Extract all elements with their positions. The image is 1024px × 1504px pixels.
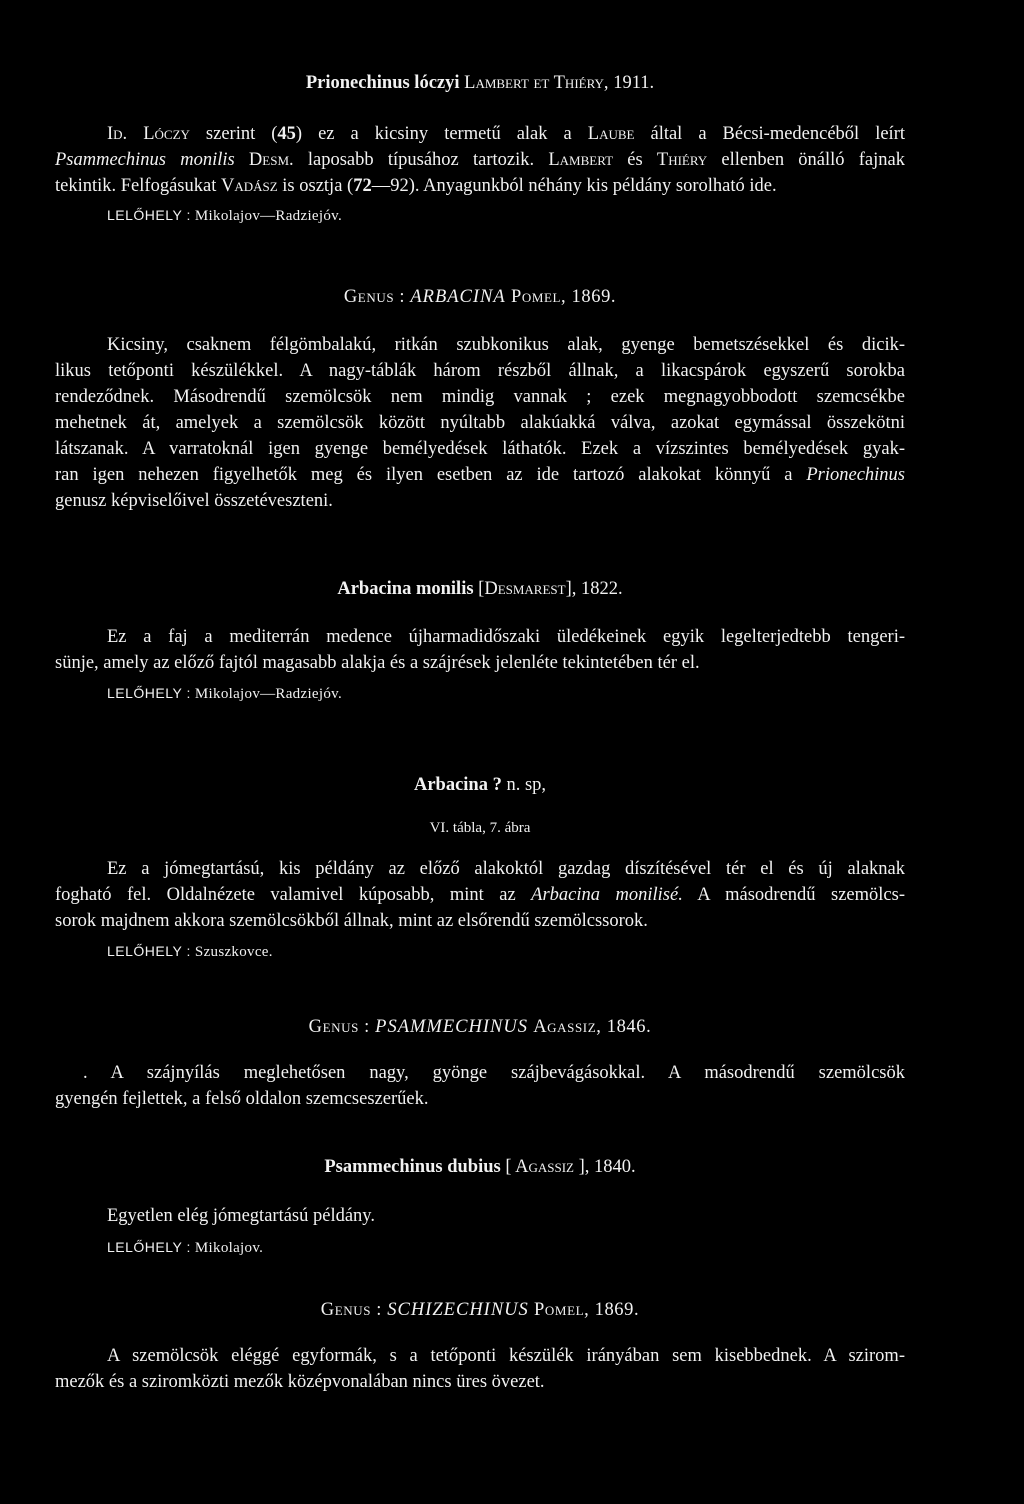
- genus-name: SCHIZECHINUS: [387, 1300, 529, 1320]
- species-authors: [ Agassiz ],: [505, 1157, 590, 1177]
- text-line: mehetnek át, amelyek a szemölcsök között nyúltabb alakúakká válva, azokat egymással összekötni: [55, 413, 905, 433]
- locality-row: [107, 1236, 263, 1259]
- species-name: Psammechinus dubius: [324, 1157, 501, 1177]
- text-fragment: A másodrendű szemölcs-: [697, 885, 905, 905]
- locality-label: LELŐHELY :: [107, 685, 191, 701]
- species-name: Arbacina monilis: [337, 579, 474, 599]
- genus-author: Pomel,: [510, 287, 567, 307]
- text-line: . A szájnyílás meglehetősen nagy, gyönge szájbevágásokkal. A másodrendű szemölcsök: [83, 1063, 905, 1083]
- text-line: tekintik. Felfogásukat Vadász is osztja (72—92). Anyagunkból néhány kis példány sorolható ide.: [55, 176, 777, 196]
- paragraph-arbacina-monilis: [55, 624, 905, 676]
- text-line: látszanak. A varratoknál igen gyenge bemélyedések láthatók. Ezek a vízszintes bemélyedések gyak-: [55, 439, 905, 459]
- plate-reference: VI. tábla, 7. ábra: [429, 820, 531, 836]
- genus-heading-psammechinus: [55, 1014, 905, 1040]
- species-heading-psammechinus-dubius: [55, 1154, 905, 1180]
- genus-name: PSAMMECHINUS: [375, 1017, 528, 1037]
- paragraph-arbacina-nsp: [55, 856, 905, 934]
- text-line: Psammechinus monilis Desm. laposabb típusához tartozik. Lambert és Thiéry ellenben önálló fajnak: [55, 150, 905, 170]
- locality-row: [107, 682, 342, 705]
- species-name: Prionechinus lóczyi: [305, 73, 460, 93]
- genus-prefix: Genus :: [308, 1017, 370, 1037]
- text-line: likus tetőponti készülékkel. A nagy-táblák három részből állnak, a likacspárok egyszerű sorokba: [55, 361, 905, 381]
- text-line: [55, 462, 905, 488]
- species-heading-arbacina-nsp: [55, 772, 905, 798]
- genus-heading-schizechinus: [55, 1297, 905, 1323]
- text-line: sorok majdnem akkora szemölcsökből állnak, mint az elsőrendű szemölcssorok.: [55, 911, 648, 931]
- paragraph-genus-psammechinus: [55, 1060, 905, 1112]
- species-name: Arbacina ?: [413, 775, 502, 795]
- text-line: Egyetlen elég jómegtartású példány.: [107, 1206, 375, 1226]
- locality-label: LELŐHELY :: [107, 943, 191, 959]
- text-line: Ez a jómegtartású, kis példány az előző alakoktól gazdag díszítésével tér el és új alaknak: [107, 859, 905, 879]
- text-line: mezők és a sziromközti mezők középvonalában nincs üres övezet.: [55, 1372, 545, 1392]
- text-line: gyengén fejlettek, a felső oldalon szemcseszerűek.: [55, 1089, 429, 1109]
- species-authors: Lambert et Thiéry,: [464, 73, 609, 93]
- text-line: sünje, amely az előző fajtól magasabb alakja és a szájrések jelenléte tekintetében tér el.: [55, 653, 700, 673]
- text-fragment: ran igen nehezen figyelhetők meg és ilyen esetben az ide tartozó alakokat könnyű a: [55, 465, 793, 485]
- paragraph-prionechinus: [55, 121, 905, 199]
- text-line: genusz képviselőivel összetéveszteni.: [55, 491, 333, 511]
- locality-value: Szuszkovce.: [194, 944, 273, 960]
- text-line: A szemölcsök eléggé egyformák, s a tetőponti készülék irányában sem kisebbednek. A szirom-: [107, 1346, 905, 1366]
- text-line: Ez a faj a mediterrán medence újharmadidőszaki üledékeinek egyik legelterjedtebb tengeri-: [107, 627, 905, 647]
- italic-genus-name: Prionechinus: [806, 465, 906, 485]
- species-heading-prionechinus: [55, 70, 905, 96]
- genus-year: 1869.: [571, 287, 617, 307]
- genus-prefix: Genus :: [343, 287, 406, 307]
- genus-author: Pomel,: [534, 1300, 590, 1320]
- genus-year: 1869.: [594, 1300, 640, 1320]
- paragraph-psammechinus-dubius: [55, 1203, 905, 1229]
- genus-heading-arbacina: [55, 284, 905, 310]
- text-line: Id. Lóczy szerint (45) ez a kicsiny termetű alak a Laube által a Bécsi-medencéből leírt: [107, 124, 905, 144]
- species-year: 1840.: [594, 1157, 636, 1177]
- text-fragment: fogható fel. Oldalnézete valamivel kúposabb, mint az: [55, 885, 516, 905]
- species-year: 1822.: [581, 579, 623, 599]
- genus-year: 1846.: [606, 1017, 652, 1037]
- text-line: [55, 882, 905, 908]
- locality-value: Mikolajov.: [194, 1240, 264, 1256]
- paragraph-genus-arbacina: [55, 332, 905, 514]
- species-suffix: n. sp,: [506, 775, 547, 795]
- species-year: 1911.: [613, 73, 655, 93]
- text-line: rendeződnek. Másodrendű szemölcsök nem mindig vannak ; ezek megnagyobbodott szemcsékbe: [55, 387, 905, 407]
- locality-row: [107, 204, 342, 227]
- italic-species-name: Arbacina monilisé.: [531, 885, 683, 905]
- locality-label: LELŐHELY :: [107, 1239, 191, 1255]
- paragraph-genus-schizechinus: [55, 1343, 905, 1395]
- locality-row: [107, 940, 273, 963]
- text-line: Kicsiny, csaknem félgömbalakú, ritkán szubkonikus alak, gyenge bemetszésekkel és dicik-: [107, 335, 905, 355]
- locality-value: Mikolajov—Radziejóv.: [194, 686, 343, 702]
- species-heading-arbacina-monilis: [55, 576, 905, 602]
- genus-prefix: Genus :: [320, 1300, 383, 1320]
- genus-name: ARBACINA: [410, 287, 506, 307]
- locality-value: Mikolajov—Radziejóv.: [194, 208, 343, 224]
- genus-author: Agassiz,: [533, 1017, 602, 1037]
- species-authors: [Desmarest],: [478, 579, 577, 599]
- locality-label: LELŐHELY :: [107, 207, 191, 223]
